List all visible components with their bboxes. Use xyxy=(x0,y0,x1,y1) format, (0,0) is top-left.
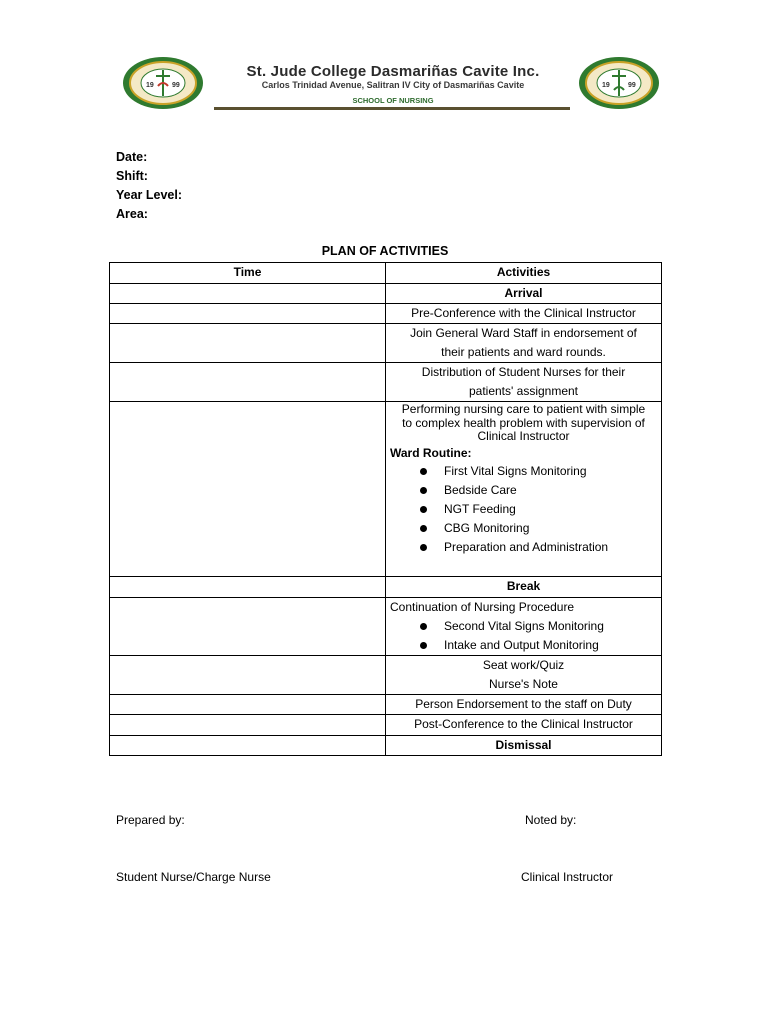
ward-routine-list xyxy=(390,462,657,557)
year-level-label: Year Level: xyxy=(116,188,183,202)
table-row-dismissal xyxy=(110,736,662,756)
time-cell xyxy=(110,324,386,363)
table-row-distribution xyxy=(110,363,662,402)
seal-year-right: 99 xyxy=(172,82,180,89)
join-line-2: their patients and ward rounds. xyxy=(441,345,606,359)
table-header-row xyxy=(110,263,662,284)
date-label: Date: xyxy=(116,150,148,164)
college-seal-right-logo xyxy=(578,56,660,110)
time-cell xyxy=(110,363,386,402)
shift-label: Shift: xyxy=(116,169,148,183)
person-endorsement-cell: Person Endorsement to the staff on Duty xyxy=(386,695,662,715)
plan-of-activities-table xyxy=(109,262,662,756)
activities-column-header: Activities xyxy=(386,263,662,284)
dismissal-cell: Dismissal xyxy=(386,736,662,756)
list-item: Second Vital Signs Monitoring xyxy=(390,617,657,636)
noted-by-label: Noted by: xyxy=(525,813,577,827)
performing-line-2: to complex health problem with supervision of xyxy=(402,415,645,430)
nursing-care-cell xyxy=(386,402,662,577)
table-row-person-endorsement xyxy=(110,695,662,715)
table-row-join-ward-staff xyxy=(110,324,662,363)
arrival-cell: Arrival xyxy=(386,284,662,304)
time-cell xyxy=(110,577,386,598)
time-cell xyxy=(110,715,386,736)
join-line-1: Join General Ward Staff in endorsement of xyxy=(410,326,637,340)
time-column-header: Time xyxy=(110,263,386,284)
time-cell xyxy=(110,736,386,756)
student-nurse-label: Student Nurse/Charge Nurse xyxy=(116,870,271,884)
clinical-instructor-label: Clinical Instructor xyxy=(521,870,614,884)
table-row-post-conference xyxy=(110,715,662,736)
time-cell xyxy=(110,284,386,304)
continuation-list xyxy=(390,617,657,655)
continuation-text: Continuation of Nursing Procedure xyxy=(390,600,575,614)
list-item: Preparation and Administration xyxy=(390,538,657,557)
letterhead xyxy=(118,52,662,112)
college-seal-left-logo xyxy=(122,56,204,110)
school-name: St. Jude College Dasmariñas Cavite Inc. xyxy=(246,63,540,80)
join-ward-staff-cell xyxy=(386,324,662,363)
seal-year-right-2: 99 xyxy=(628,82,636,89)
list-item: NGT Feeding xyxy=(390,500,657,519)
time-cell xyxy=(110,402,386,577)
distribution-line-1: Distribution of Student Nurses for their xyxy=(421,365,626,379)
school-title-block xyxy=(212,52,574,112)
seal-year-left-2: 19 xyxy=(602,82,610,89)
performing-line-1: Performing nursing care to patient with simple xyxy=(401,402,646,416)
performing-nursing-care-text xyxy=(390,402,657,444)
table-row-continuation xyxy=(110,598,662,656)
school-address: Carlos Trinidad Avenue, Salitran IV City of Dasmariñas Cavite xyxy=(261,80,525,90)
ward-routine-label: Ward Routine: xyxy=(390,445,472,460)
area-label: Area: xyxy=(116,207,148,221)
table-row-arrival xyxy=(110,284,662,304)
distribution-line-2: patients' assignment xyxy=(468,384,579,398)
distribution-cell xyxy=(386,363,662,402)
table-row-break xyxy=(110,577,662,598)
table-row-pre-conference xyxy=(110,304,662,324)
seatwork-text: Seat work/Quiz xyxy=(482,658,565,672)
pre-conference-cell: Pre-Conference with the Clinical Instructor xyxy=(386,304,662,324)
seatwork-cell xyxy=(386,656,662,695)
time-cell xyxy=(110,304,386,324)
break-cell: Break xyxy=(386,577,662,598)
school-department: SCHOOL OF NURSING xyxy=(352,96,434,105)
continuation-cell xyxy=(386,598,662,656)
time-cell xyxy=(110,695,386,715)
list-item: CBG Monitoring xyxy=(390,519,657,538)
seal-year-left: 19 xyxy=(146,82,154,89)
plan-title: PLAN OF ACTIVITIES xyxy=(321,244,449,258)
time-cell xyxy=(110,598,386,656)
table-row-nursing-care xyxy=(110,402,662,577)
list-item: First Vital Signs Monitoring xyxy=(390,462,657,481)
performing-line-3: Clinical Instructor xyxy=(477,429,570,443)
table-row-seatwork xyxy=(110,656,662,695)
list-item: Intake and Output Monitoring xyxy=(390,636,657,655)
list-item: Bedside Care xyxy=(390,481,657,500)
nurses-note-text: Nurse's Note xyxy=(489,677,558,691)
time-cell xyxy=(110,656,386,695)
post-conference-cell: Post-Conference to the Clinical Instructor xyxy=(386,715,662,736)
info-fields xyxy=(116,148,182,224)
header-rule xyxy=(214,107,570,110)
prepared-by-label: Prepared by: xyxy=(116,813,185,827)
